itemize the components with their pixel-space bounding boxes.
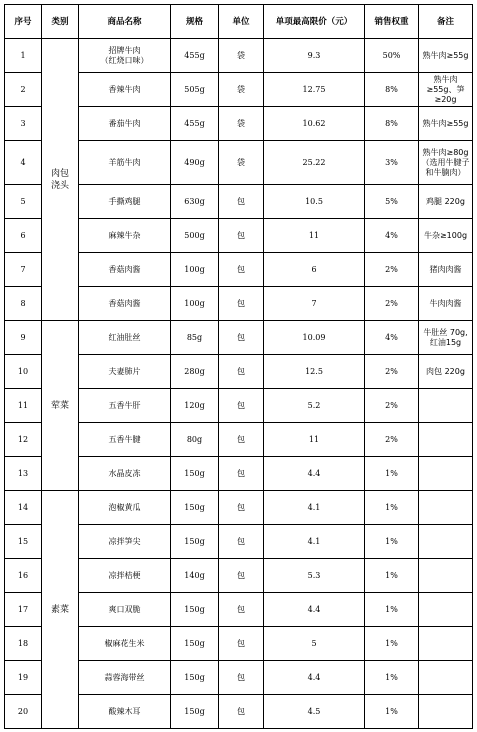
product-note <box>419 695 473 729</box>
sales-weight: 1% <box>365 695 419 729</box>
sales-weight: 50% <box>365 39 419 73</box>
sales-weight: 1% <box>365 627 419 661</box>
max-price: 25.22 <box>264 141 365 185</box>
product-spec: 150g <box>171 593 219 627</box>
row-index: 15 <box>5 525 42 559</box>
product-note: 肉包 220g <box>419 355 473 389</box>
max-price: 12.5 <box>264 355 365 389</box>
row-index: 20 <box>5 695 42 729</box>
product-unit: 包 <box>219 695 264 729</box>
product-unit: 袋 <box>219 107 264 141</box>
max-price: 10.62 <box>264 107 365 141</box>
product-unit: 包 <box>219 525 264 559</box>
product-unit: 包 <box>219 661 264 695</box>
product-note: 猪肉肉酱 <box>419 253 473 287</box>
product-name: 凉拌笋尖 <box>79 525 171 559</box>
row-index: 14 <box>5 491 42 525</box>
product-spec: 100g <box>171 287 219 321</box>
product-name: 香菇肉酱 <box>79 253 171 287</box>
product-name: 招牌牛肉 （红烧口味） <box>79 39 171 73</box>
max-price: 4.4 <box>264 457 365 491</box>
row-index: 11 <box>5 389 42 423</box>
product-unit: 包 <box>219 389 264 423</box>
product-note <box>419 661 473 695</box>
product-spec: 100g <box>171 253 219 287</box>
max-price: 10.09 <box>264 321 365 355</box>
table-body <box>5 39 473 729</box>
row-index: 18 <box>5 627 42 661</box>
product-note: 鸡腿 220g <box>419 185 473 219</box>
header-spec: 规格 <box>171 5 219 39</box>
product-note: 熟牛肉≥55g <box>419 107 473 141</box>
product-note: 熟牛肉≥55g、笋≥20g <box>419 73 473 107</box>
max-price: 6 <box>264 253 365 287</box>
table-row <box>5 39 473 73</box>
product-name: 水晶皮冻 <box>79 457 171 491</box>
row-index: 16 <box>5 559 42 593</box>
max-price: 4.1 <box>264 525 365 559</box>
product-note <box>419 525 473 559</box>
max-price: 5.3 <box>264 559 365 593</box>
header-notes: 备注 <box>419 5 473 39</box>
product-unit: 包 <box>219 253 264 287</box>
product-name: 五香牛腱 <box>79 423 171 457</box>
product-unit: 包 <box>219 423 264 457</box>
product-spec: 630g <box>171 185 219 219</box>
row-index: 6 <box>5 219 42 253</box>
product-spec: 505g <box>171 73 219 107</box>
product-spec: 500g <box>171 219 219 253</box>
row-index: 8 <box>5 287 42 321</box>
sales-weight: 1% <box>365 457 419 491</box>
product-unit: 包 <box>219 457 264 491</box>
category-cell: 荤菜 <box>42 321 79 491</box>
row-index: 17 <box>5 593 42 627</box>
max-price: 12.75 <box>264 73 365 107</box>
product-name: 五香牛肝 <box>79 389 171 423</box>
sales-weight: 1% <box>365 525 419 559</box>
sales-weight: 2% <box>365 287 419 321</box>
header-unit: 单位 <box>219 5 264 39</box>
product-unit: 包 <box>219 593 264 627</box>
product-note <box>419 423 473 457</box>
row-index: 13 <box>5 457 42 491</box>
product-note <box>419 457 473 491</box>
row-index: 1 <box>5 39 42 73</box>
category-cell: 素菜 <box>42 491 79 729</box>
product-spec: 150g <box>171 627 219 661</box>
product-name: 泡椒黄瓜 <box>79 491 171 525</box>
product-unit: 袋 <box>219 39 264 73</box>
product-unit: 包 <box>219 559 264 593</box>
row-index: 3 <box>5 107 42 141</box>
product-spec: 140g <box>171 559 219 593</box>
product-name: 红油肚丝 <box>79 321 171 355</box>
product-unit: 袋 <box>219 141 264 185</box>
product-unit: 包 <box>219 185 264 219</box>
sales-weight: 4% <box>365 219 419 253</box>
sales-weight: 1% <box>365 491 419 525</box>
row-index: 19 <box>5 661 42 695</box>
max-price: 4.4 <box>264 661 365 695</box>
max-price: 5.2 <box>264 389 365 423</box>
max-price: 11 <box>264 219 365 253</box>
sales-weight: 4% <box>365 321 419 355</box>
category-cell: 肉包 浇头 <box>42 39 79 321</box>
sales-weight: 3% <box>365 141 419 185</box>
max-price: 7 <box>264 287 365 321</box>
product-name: 麻辣牛杂 <box>79 219 171 253</box>
product-unit: 袋 <box>219 73 264 107</box>
sales-weight: 5% <box>365 185 419 219</box>
max-price: 4.1 <box>264 491 365 525</box>
product-name: 香菇肉酱 <box>79 287 171 321</box>
product-note <box>419 593 473 627</box>
product-note <box>419 627 473 661</box>
product-note: 牛肚丝 70g,红油15g <box>419 321 473 355</box>
product-name: 手撕鸡腿 <box>79 185 171 219</box>
row-index: 9 <box>5 321 42 355</box>
table-row <box>5 491 473 525</box>
product-note: 牛杂≥100g <box>419 219 473 253</box>
product-name: 椒麻花生米 <box>79 627 171 661</box>
row-index: 10 <box>5 355 42 389</box>
header-category: 类别 <box>42 5 79 39</box>
product-name: 番茄牛肉 <box>79 107 171 141</box>
product-note <box>419 389 473 423</box>
row-index: 5 <box>5 185 42 219</box>
product-spec: 150g <box>171 695 219 729</box>
sales-weight: 2% <box>365 423 419 457</box>
max-price: 11 <box>264 423 365 457</box>
sales-weight: 2% <box>365 389 419 423</box>
product-name: 夫妻肺片 <box>79 355 171 389</box>
product-unit: 包 <box>219 321 264 355</box>
max-price: 10.5 <box>264 185 365 219</box>
table-header-row <box>5 5 473 39</box>
product-spec: 85g <box>171 321 219 355</box>
max-price: 4.5 <box>264 695 365 729</box>
product-note <box>419 559 473 593</box>
max-price: 5 <box>264 627 365 661</box>
product-name: 爽口双脆 <box>79 593 171 627</box>
product-name: 凉拌桔梗 <box>79 559 171 593</box>
header-product-name: 商品名称 <box>79 5 171 39</box>
max-price: 4.4 <box>264 593 365 627</box>
sales-weight: 1% <box>365 661 419 695</box>
product-name: 香辣牛肉 <box>79 73 171 107</box>
sales-weight: 2% <box>365 253 419 287</box>
product-unit: 包 <box>219 355 264 389</box>
price-table <box>4 4 473 729</box>
header-index: 序号 <box>5 5 42 39</box>
table-row <box>5 321 473 355</box>
header-sales-weight: 销售权重 <box>365 5 419 39</box>
row-index: 12 <box>5 423 42 457</box>
row-index: 2 <box>5 73 42 107</box>
product-note <box>419 491 473 525</box>
product-name: 蒜蓉海带丝 <box>79 661 171 695</box>
product-unit: 包 <box>219 491 264 525</box>
product-spec: 150g <box>171 457 219 491</box>
product-spec: 150g <box>171 491 219 525</box>
row-index: 4 <box>5 141 42 185</box>
product-unit: 包 <box>219 627 264 661</box>
price-table-container <box>4 4 473 729</box>
product-note: 熟牛肉≥55g <box>419 39 473 73</box>
product-spec: 280g <box>171 355 219 389</box>
sales-weight: 8% <box>365 73 419 107</box>
product-unit: 包 <box>219 219 264 253</box>
product-name: 羊筋牛肉 <box>79 141 171 185</box>
sales-weight: 2% <box>365 355 419 389</box>
product-spec: 455g <box>171 39 219 73</box>
sales-weight: 1% <box>365 559 419 593</box>
product-note: 牛肉肉酱 <box>419 287 473 321</box>
max-price: 9.3 <box>264 39 365 73</box>
sales-weight: 1% <box>365 593 419 627</box>
product-note: 熟牛肉≥80g （选用牛腱子和牛腩肉） <box>419 141 473 185</box>
sales-weight: 8% <box>365 107 419 141</box>
header-max-price: 单项最高限价（元） <box>264 5 365 39</box>
product-spec: 120g <box>171 389 219 423</box>
product-unit: 包 <box>219 287 264 321</box>
product-spec: 80g <box>171 423 219 457</box>
product-spec: 490g <box>171 141 219 185</box>
product-name: 酸辣木耳 <box>79 695 171 729</box>
product-spec: 150g <box>171 525 219 559</box>
product-spec: 150g <box>171 661 219 695</box>
row-index: 7 <box>5 253 42 287</box>
product-spec: 455g <box>171 107 219 141</box>
